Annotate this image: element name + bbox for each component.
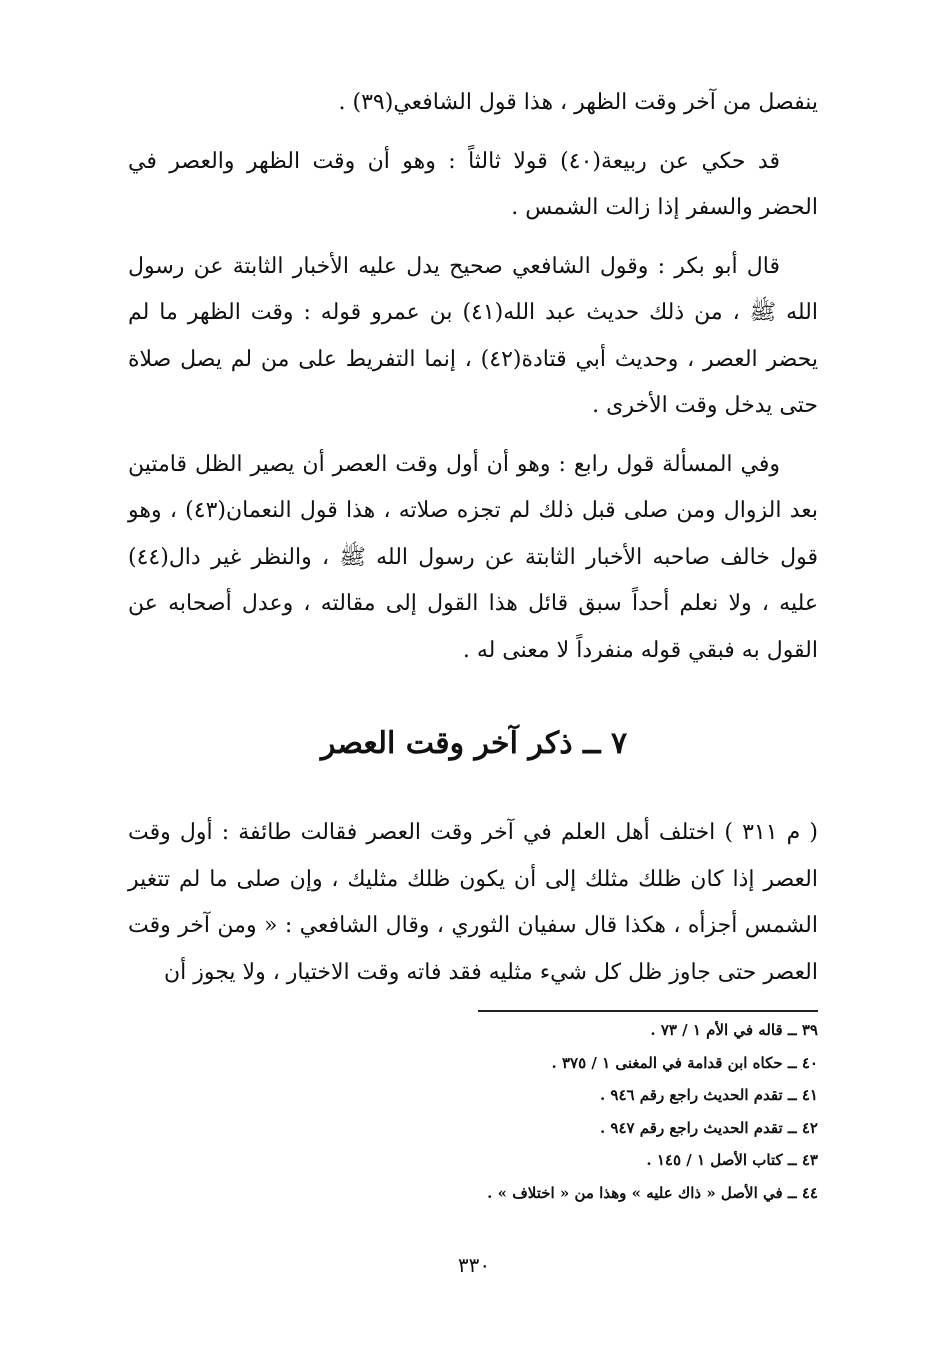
paragraph-gap — [128, 232, 818, 244]
footnotes — [318, 1014, 818, 1209]
footnote-42: ٤٢ ــ تقدم الحديث راجع رقم ٩٤٧ . — [599, 1118, 818, 1137]
footnote-41: ٤١ ــ تقدم الحديث راجع رقم ٩٤٦ . — [599, 1086, 818, 1104]
section-heading: ٧ ــ ذكر آخر وقت العصر — [320, 726, 628, 761]
body-text-bottom — [128, 810, 818, 996]
body-text-top — [128, 80, 818, 674]
paragraph-3: قال أبو بكر : وقول الشافعي صحيح يدل عليه الأخبار الثابتة عن رسول الله ﷺ ، من ذلك حديث عبد الله(٤١) بن عمرو قوله : وقت الظهر ما لم يحضر العصر ، وحديث أبي قتادة(٤٢) ، إنما التفريط على من لم يصل صلاة حتى يدخل وقت الأخرى . — [128, 253, 818, 418]
paragraph-2: قد حكي عن ربيعة(٤٠) قولا ثالثاً : وهو أن وقت الظهر والعصر في الحضر والسفر إذا زالت الشمس . — [128, 148, 818, 220]
footnote-44: ٤٤ ــ في الأصل « ذاك عليه » وهذا من « اختلاف » . — [487, 1183, 818, 1202]
footnote-39: ٣٩ ــ قاله في الأم ١ / ٧٣ . — [650, 1021, 818, 1039]
paragraph-1: ينفصل من آخر وقت الظهر ، هذا قول الشافعي(٣٩) . — [338, 90, 818, 115]
footnote-40: ٤٠ ــ حكاه ابن قدامة في المغنى ١ / ٣٧٥ . — [551, 1053, 818, 1072]
paragraph-gap — [128, 430, 818, 442]
footnote-divider — [478, 1010, 818, 1012]
page-number: ٣٣٠ — [457, 1253, 491, 1277]
paragraph-gap — [128, 127, 818, 139]
footnote-43: ٤٣ ــ كتاب الأصل ١ / ١٤٥ . — [646, 1151, 818, 1169]
paragraph-5: ( م ٣١١ ) اختلف أهل العلم في آخر وقت العصر فقالت طائفة : أول وقت العصر إذا كان ظلك مثلك إلى أن يكون ظلك مثليك ، وإن صلى ما لم تتغير الشمس أجزأه ، هكذا قال سفيان الثوري ، وقال الشافعي : « ومن آخر وقت العصر حتى جاوز ظل كل شيء مثليه فقد فاته وقت الاختيار ، ولا يجوز أن — [128, 820, 818, 985]
paragraph-4: وفي المسألة قول رابع : وهو أن أول وقت العصر أن يصير الظل قامتين بعد الزوال ومن صلى قبل ذلك لم تجزه صلاته ، هذا قول النعمان(٤٣) ، وهو قول خالف صاحبه الأخبار الثابتة عن رسول الله ﷺ ، والنظر غير دال(٤٤) عليه ، ولا نعلم أحداً سبق قائل هذا القول إلى مقالته ، وعدل أصحابه عن القول به فبقي قوله منفرداً لا معنى له . — [128, 451, 818, 663]
